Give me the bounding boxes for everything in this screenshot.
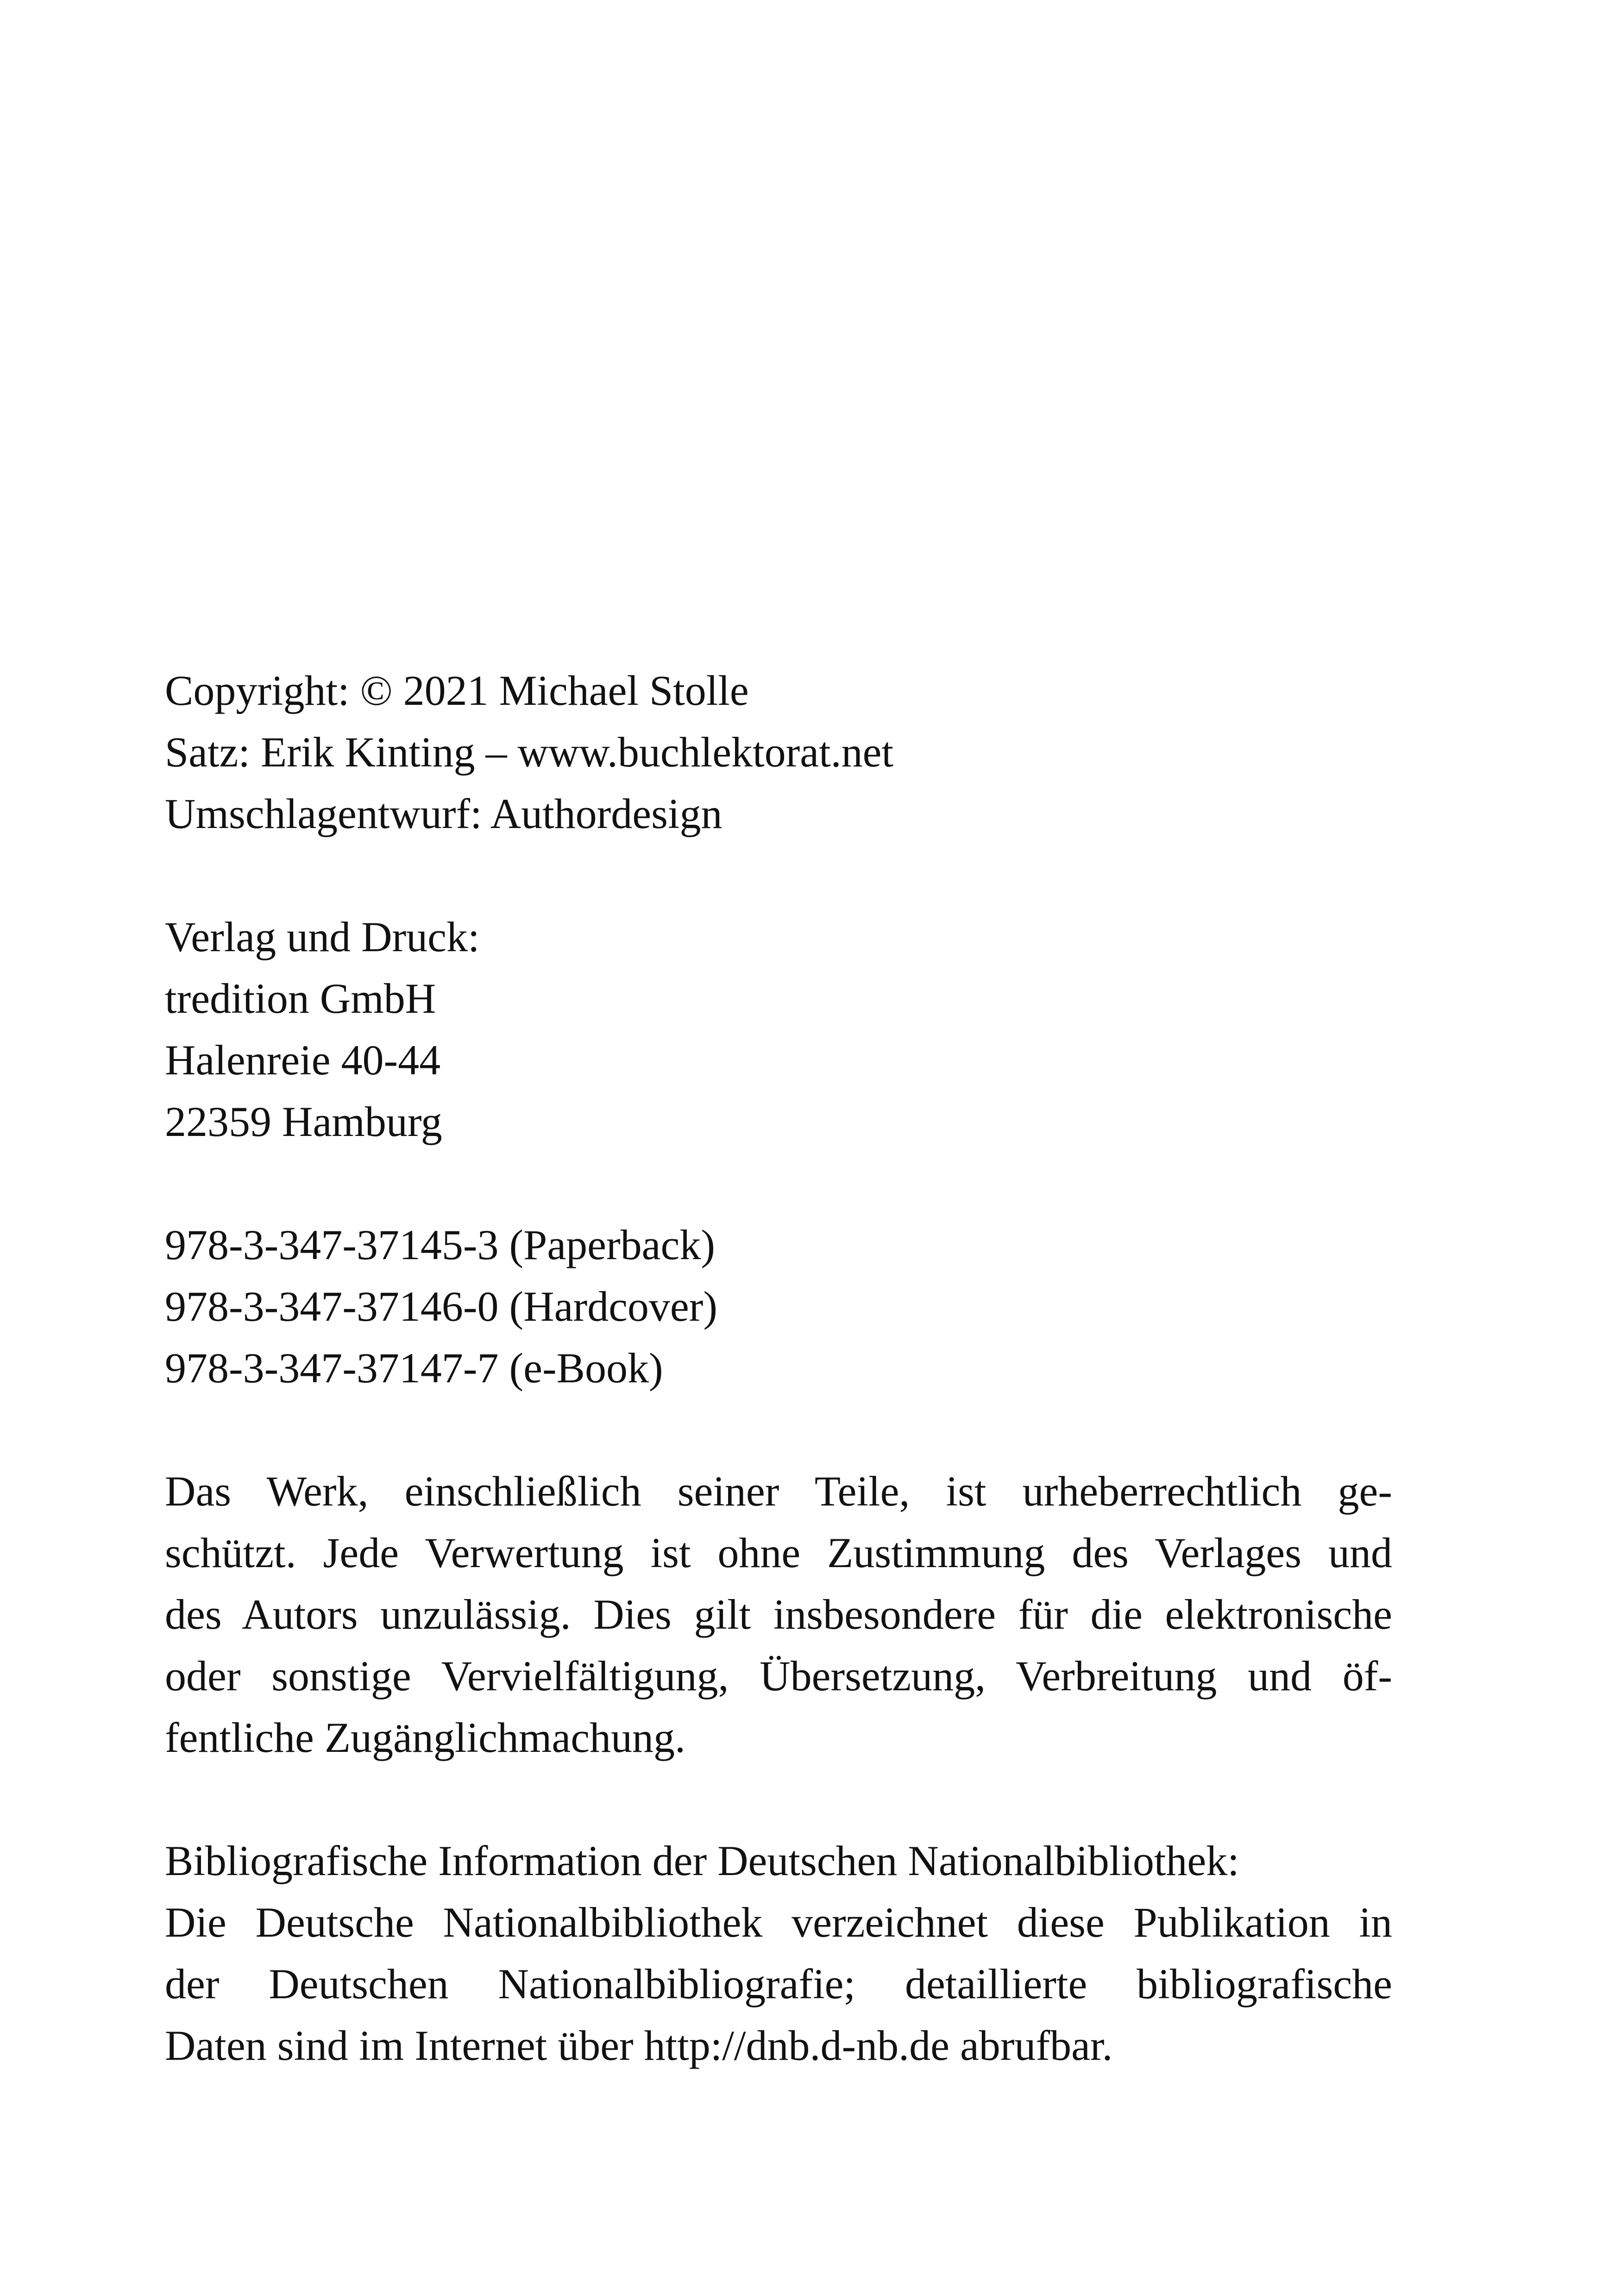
spacer [165, 845, 1392, 906]
publisher-street: Halenreie 40-44 [165, 1036, 441, 1084]
rights-line: fentliche Zugänglichmachung. [165, 1714, 686, 1761]
isbn-block [165, 1214, 1392, 1399]
isbn-paperback: 978-3-347-37145-3 (Paperback) [165, 1221, 715, 1268]
isbn-ebook: 978-3-347-37147-7 (e-Book) [165, 1344, 663, 1392]
typesetting-line: Satz: Erik Kinting – www.buchlektorat.net [165, 728, 894, 776]
imprint-content [165, 660, 1392, 2076]
spacer [165, 1769, 1392, 1830]
publisher-city: 22359 Hamburg [165, 1098, 442, 1145]
publisher-name: tredition GmbH [165, 975, 436, 1022]
publisher-block [165, 906, 1392, 1153]
rights-line: schützt. Jede Verwertung ist ohne Zustimmung des Verlages und [165, 1529, 1392, 1576]
bibliography-line: Die Deutsche Nationalbibliothek verzeichnet diese Publikation in [165, 1899, 1392, 1946]
bibliography-line: Daten sind im Internet über http://dnb.d-nb.de abrufbar. [165, 2022, 1113, 2069]
bibliography-line: der Deutschen Nationalbibliografie; detaillierte bibliografische [165, 1960, 1392, 2007]
bibliography-heading: Bibliografische Information der Deutschen Nationalbibliothek: [165, 1837, 1239, 1884]
spacer [165, 1153, 1392, 1214]
copyright-line: Copyright: © 2021 Michael Stolle [165, 667, 749, 714]
rights-line: Das Werk, einschließlich seiner Teile, ist urheberrechtlich ge- [165, 1468, 1392, 1515]
bibliography-notice [165, 1830, 1392, 2076]
spacer [165, 1399, 1392, 1461]
cover-design-line: Umschlagentwurf: Authordesign [165, 790, 723, 837]
rights-line: oder sonstige Vervielfältigung, Übersetzung, Verbreitung und öf- [165, 1652, 1392, 1700]
isbn-hardcover: 978-3-347-37146-0 (Hardcover) [165, 1283, 718, 1330]
credits-block [165, 660, 1392, 845]
rights-notice [165, 1461, 1392, 1769]
publisher-heading: Verlag und Druck: [165, 913, 480, 960]
rights-line: des Autors unzulässig. Dies gilt insbesondere für die elektronische [165, 1591, 1392, 1638]
